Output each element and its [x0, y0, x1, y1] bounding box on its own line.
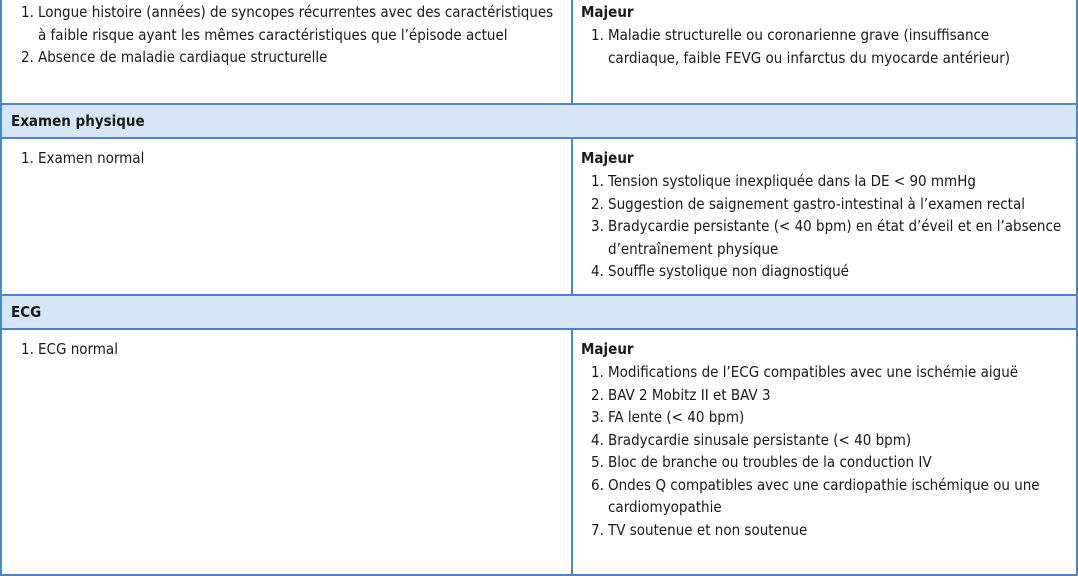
list-item [591, 215, 1064, 260]
list-item-number: 2. [21, 48, 34, 66]
list-item [21, 338, 559, 361]
list-item-number: 7. [591, 520, 604, 539]
list-item [21, 46, 559, 69]
list-item-number: 3. [591, 408, 604, 426]
list-item-number: 2. [591, 194, 604, 213]
list-item-text: Souffle systolique non diagnostiqué [608, 262, 849, 280]
list-item-text: Bradycardie sinusale persistante (< 40 bpm) [608, 430, 912, 449]
list-item-number: 6. [591, 475, 604, 494]
high-risk-history-list [581, 24, 1064, 69]
exam-row [1, 138, 1077, 295]
list-item [591, 406, 1064, 429]
list-item-text: Suggestion de saignement gastro-intestinal à l’examen rectal [608, 194, 1025, 213]
majeur-heading: Majeur [581, 3, 634, 21]
list-item-number: 1. [591, 26, 604, 44]
list-item-number: 2. [591, 385, 604, 404]
high-risk-exam-list [581, 170, 1064, 283]
majeur-heading: Majeur [581, 149, 634, 167]
list-item-text: Maladie structurelle ou coronarienne grave (insuffisance cardiaque, faible FEVG ou infarctus du myocarde antérieur) [608, 26, 1011, 67]
list-item-text: Examen normal [38, 149, 145, 167]
list-item-number: 3. [591, 217, 604, 235]
low-risk-exam-list [21, 147, 559, 170]
high-risk-exam-cell [572, 138, 1077, 295]
list-item-text: Ondes Q compatibles avec une cardiopathie ischémique ou une cardiomyopathie [608, 475, 1040, 516]
list-item-number: 5. [591, 453, 604, 471]
list-item-number: 4. [591, 262, 604, 280]
list-item-text: TV soutenue et non soutenue [608, 520, 808, 539]
list-item [591, 24, 1064, 69]
list-item [591, 361, 1064, 384]
list-item-text: BAV 2 Mobitz II et BAV 3 [608, 385, 771, 404]
list-item [591, 429, 1064, 452]
list-item-text: Absence de maladie cardiaque structurelle [38, 48, 328, 66]
list-item [591, 193, 1064, 216]
history-row [1, 0, 1077, 104]
low-risk-ecg-list [21, 338, 559, 361]
list-item-number: 1. [591, 172, 604, 190]
list-item-text: ECG normal [38, 340, 118, 358]
list-item-number: 1. [21, 340, 34, 358]
low-risk-ecg-cell [1, 329, 572, 575]
list-item [591, 451, 1064, 474]
majeur-heading: Majeur [581, 340, 634, 358]
list-item [591, 474, 1064, 519]
section-title-exam: Examen physique [1, 104, 1077, 138]
list-item [591, 384, 1064, 407]
ecg-row [1, 329, 1077, 575]
low-risk-history-cell [1, 0, 572, 104]
section-header-ecg [1, 295, 1077, 329]
section-title-ecg: ECG [1, 295, 1077, 329]
low-risk-exam-cell [1, 138, 572, 295]
list-item-number: 1. [591, 363, 604, 381]
high-risk-history-cell [572, 0, 1077, 104]
list-item [21, 147, 559, 170]
section-header-exam [1, 104, 1077, 138]
list-item-text: Longue histoire (années) de syncopes récurrentes avec des caractéristiques à faible risque ayant les mêmes caractéristiques que l’épisode actuel [38, 3, 554, 44]
list-item-number: 4. [591, 430, 604, 449]
list-item-text: Bloc de branche ou troubles de la conduction IV [608, 453, 932, 471]
list-item-number: 1. [21, 3, 34, 21]
low-risk-history-list [21, 1, 559, 69]
list-item-text: Bradycardie persistante (< 40 bpm) en état d’éveil et en l’absence d’entraînement physique [608, 217, 1062, 258]
list-item [21, 1, 559, 46]
list-item-text: FA lente (< 40 bpm) [608, 408, 745, 426]
list-item-text: Tension systolique inexpliquée dans la DE < 90 mmHg [608, 172, 976, 190]
list-item-number: 1. [21, 149, 34, 167]
list-item [591, 519, 1064, 542]
list-item [591, 260, 1064, 283]
list-item-text: Modifications de l’ECG compatibles avec une ischémie aiguë [608, 363, 1019, 381]
list-item [591, 170, 1064, 193]
high-risk-ecg-cell [572, 329, 1077, 575]
high-risk-ecg-list [581, 361, 1064, 541]
